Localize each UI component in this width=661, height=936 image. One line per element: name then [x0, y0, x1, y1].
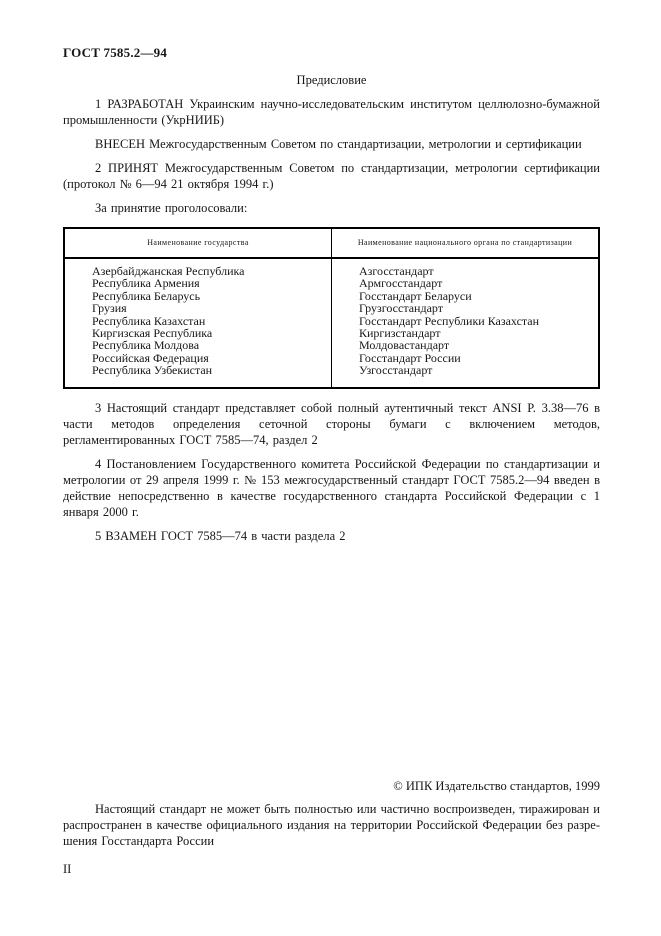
page-title: Предисловие [296, 73, 367, 87]
table-row [64, 277, 599, 289]
country-cell: Киргизская Республика [92, 326, 213, 341]
vote-table-body [64, 258, 599, 388]
page-number: II [63, 862, 72, 877]
country-cell: Республика Беларусь [92, 288, 201, 303]
agency-cell: Госстандарт России [332, 352, 600, 364]
document-code: ГОСТ 7585.2—94 [63, 45, 168, 60]
country-cell: Азербайджанская Республика [92, 264, 245, 278]
country-cell: Грузия [92, 301, 127, 316]
reproduction-notice: Настоящий стандарт не может быть полностью или частично воспроизведен, тиражирован и распространен в качестве официального издания на территории Российской Федерации без разрешения Госстандарта России [63, 801, 600, 848]
paragraph-submitted: ВНЕСЕН Межгосударственным Советом по стандартизации, метрологии и сертификации [95, 137, 582, 151]
vote-table [63, 227, 600, 389]
paragraph-decree: 4 Постановлением Государственного комитета Российской Федерации по стандартизации и метрологии от 29 апреля 1999 г. № 153 межгосударственный стандарт ГОСТ 7585.2—94 введен в действие непосредственно в качестве государственного стандарта Российской Федерации с 1 января 2000 г. [63, 456, 600, 519]
column-header-agency: Наименование национального органа по стандартизации [332, 228, 600, 258]
column-header-state: Наименование государства [64, 228, 332, 258]
paragraph-developed: 1 РАЗРАБОТАН Украинским научно-исследовательским институтом целлюлозно-бумажной промышленности (УкрНИИБ) [63, 97, 600, 127]
agency-cell: Молдовастандарт [332, 339, 600, 351]
agency-cell: Армгосстандарт [332, 277, 600, 289]
vote-intro-line: За принятие проголосовали: [95, 201, 248, 215]
country-cell: Российская Федерация [92, 350, 209, 365]
table-row [64, 258, 599, 277]
country-cell: Республика Узбекистан [92, 363, 213, 378]
agency-cell: Госстандарт Беларуси [332, 290, 600, 302]
country-cell: Республика Молдова [92, 338, 200, 353]
agency-cell: Азгосстандарт [332, 258, 600, 277]
table-row [64, 339, 599, 351]
country-cell: Республика Армения [92, 276, 200, 291]
table-row [64, 364, 599, 387]
country-cell: Республика Казахстан [92, 313, 206, 328]
table-row [64, 290, 599, 302]
paragraph-replaces: 5 ВЗАМЕН ГОСТ 7585—74 в части раздела 2 [95, 528, 346, 543]
agency-cell: Узгосстандарт [332, 364, 600, 387]
paragraph-authentic-text: 3 Настоящий стандарт представляет собой полный аутентичный текст ANSI P. 3.38—76 в части методов определения сеточной стороны бумаги с включением методов, регламентированных ГОСТ 7585—74, раздел 2 [63, 400, 600, 447]
copyright-line: © ИПК Издательство стандартов, 1999 [393, 778, 600, 793]
agency-cell: Киргизстандарт [332, 327, 600, 339]
agency-cell: Грузгосстандарт [332, 302, 600, 314]
vote-table-head [64, 228, 599, 258]
agency-cell: Госстандарт Республики Казахстан [332, 315, 600, 327]
table-row [64, 302, 599, 314]
table-header-row [64, 228, 599, 258]
paragraph-accepted: 2 ПРИНЯТ Межгосударственным Советом по стандартизации, метрологии сертификации (протокол № 6—94 21 октября 1994 г.) [63, 161, 600, 191]
